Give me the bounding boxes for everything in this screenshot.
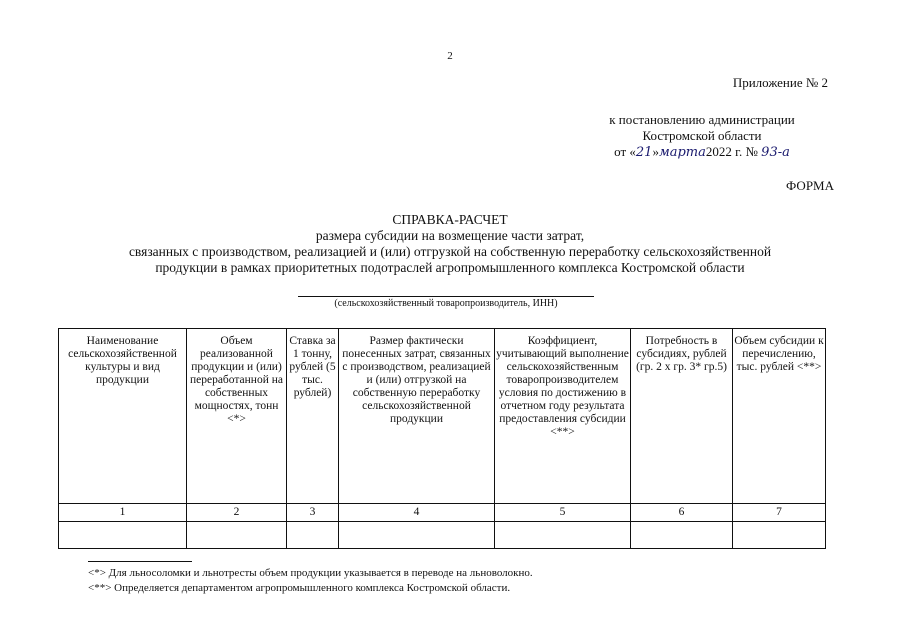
- decree-number: 93-а: [761, 145, 790, 160]
- column-header: Объем реализованной продукции и (или) переработанной на собственных мощностях, тонн <*>: [187, 329, 287, 504]
- column-header: Объем субсидии к перечислению, тыс. рублей <**>: [733, 329, 826, 504]
- decree-reference: [582, 112, 822, 161]
- table-cell: [631, 522, 733, 549]
- column-header: Потребность в субсидиях, рублей (гр. 2 x гр. 3* гр.5): [631, 329, 733, 504]
- column-header: Ставка за 1 тонну, рублей (5 тыс. рублей): [287, 329, 339, 504]
- calculation-table: [58, 328, 826, 549]
- column-header: Размер фактически понесенных затрат, связанных с производством, реализацией и (или) отгрузкой на собственную переработку сельскохозяйственной продукции: [339, 329, 495, 504]
- table-cell: [339, 522, 495, 549]
- decree-line-2: Костромской области: [642, 128, 762, 143]
- date-mid: »: [652, 144, 659, 159]
- table-header-row: [59, 329, 826, 504]
- date-day: 21: [635, 145, 653, 160]
- date-prefix: от «: [614, 144, 636, 159]
- forma-label: ФОРМА: [786, 178, 834, 193]
- column-number: 1: [59, 504, 187, 522]
- table-cell: [733, 522, 826, 549]
- document-title: [0, 212, 900, 276]
- table-cell: [287, 522, 339, 549]
- footnote-1: <*> Для льносоломки и льнотресты объем продукции указывается в переводе на льноволокно.: [88, 567, 533, 579]
- table-cell: [187, 522, 287, 549]
- producer-field: [298, 296, 594, 309]
- decree-line-1: к постановлению администрации: [609, 112, 795, 127]
- annex-title: Приложение № 2: [732, 75, 828, 90]
- footnotes: [88, 566, 533, 596]
- table-cell: [59, 522, 187, 549]
- decree-date-line: [582, 144, 822, 161]
- page-number: 2: [447, 50, 453, 62]
- title-line-4: продукции в рамках приоритетных подотраслей агропромышленного комплекса Костромской области: [155, 260, 745, 275]
- title-line-3: связанных с производством, реализацией и (или) отгрузкой на собственную переработку сельскохозяйственной: [128, 244, 772, 259]
- date-month: марта: [658, 145, 706, 160]
- column-number: 2: [187, 504, 287, 522]
- footnote-2: <**> Определяется департаментом агропромышленного комплекса Костромской области.: [88, 582, 511, 594]
- title-line-2: размера субсидии на возмещение части затрат,: [315, 228, 585, 243]
- column-header: Наименование сельскохозяйственной культуры и вид продукции: [59, 329, 187, 504]
- column-number: 6: [631, 504, 733, 522]
- column-number: 7: [733, 504, 826, 522]
- footnote-separator: [88, 561, 192, 562]
- column-header: Коэффициент, учитывающий выполнение сельскохозяйственным товаропроизводителем условия по достижению в отчетном году результата предоставления субсидии <**>: [495, 329, 631, 504]
- column-number-row: [59, 504, 826, 522]
- date-year: 2022 г. №: [705, 144, 758, 159]
- table-row: [59, 522, 826, 549]
- producer-caption: (сельскохозяйственный товаропроизводитель, ИНН): [334, 298, 558, 309]
- column-number: 5: [495, 504, 631, 522]
- column-number: 3: [287, 504, 339, 522]
- table-cell: [495, 522, 631, 549]
- title-line-1: СПРАВКА-РАСЧЕТ: [392, 212, 508, 227]
- column-number: 4: [339, 504, 495, 522]
